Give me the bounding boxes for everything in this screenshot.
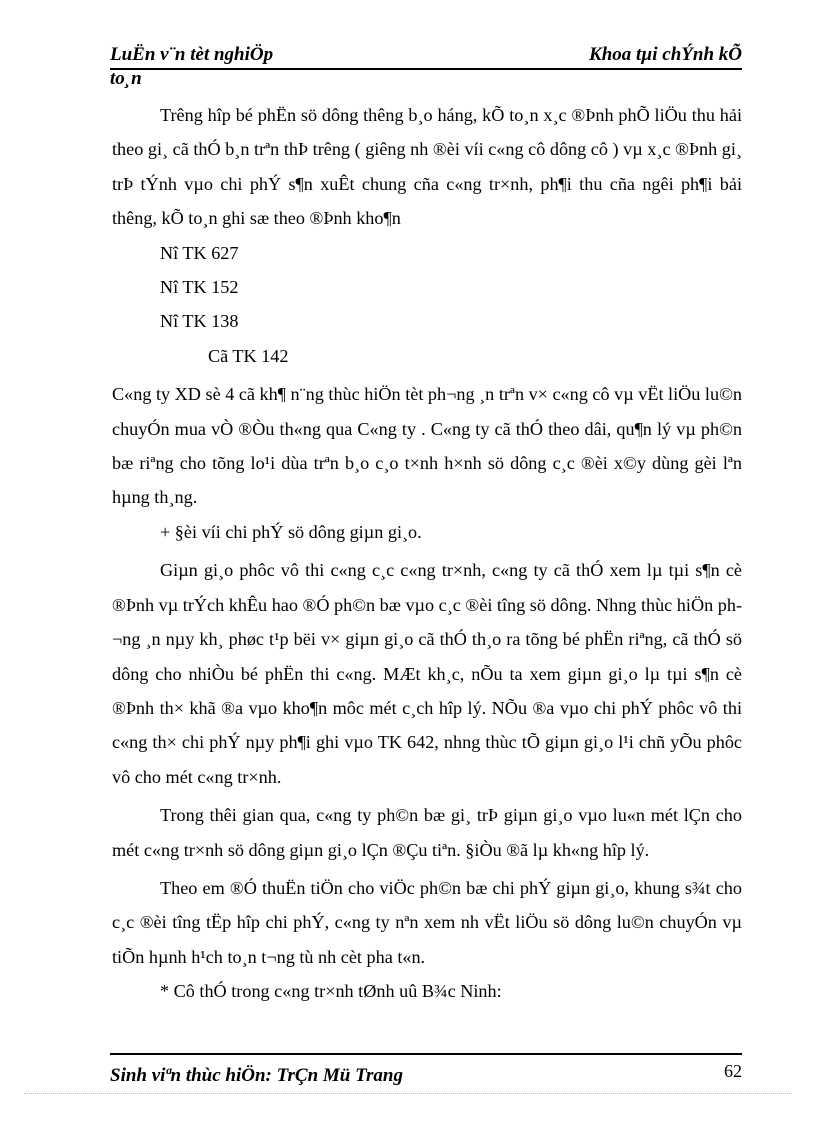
page-number: 62 xyxy=(724,1061,742,1081)
footer-author: Sinh viªn thùc hiÖn: TrÇn Mü Trang xyxy=(110,1065,403,1086)
paragraph-company-capability: C«ng ty XD sè 4 cã kh¶ n¨ng thùc hiÖn tèt ph¬ng ¸n trªn v× c«ng cô vµ vËt liÖu lu©n chuyÓn mua vÒ ®Òu th«ng qua C«ng ty . C«ng ty cã thÓ theo dâi, qu¶n lý vµ ph©n bæ riªng cho tõng lo¹i dùa trªn b¸o c¸o t×nh h×nh sö dông c¸c ®èi x©y dùng gèi lªn hµng th¸ng. xyxy=(112,384,742,508)
paragraph-bac-ninh-project: * Cô thÓ trong c«ng tr×nh tØnh uû B¾c Ninh: xyxy=(160,981,502,1002)
paragraph-recommendation: Theo em ®Ó thuËn tiÖn cho viÖc ph©n bæ chi phÝ giµn gi¸o, khung s¾t cho c¸c ®èi tîng tËp hîp chi phÝ, c«ng ty nªn xem nh vËt liÖu sö dông lu©n chuyÓn vµ tiÕn hµnh h¹ch to¸n t¬ng tù nh cèt pha t«n. xyxy=(112,877,742,967)
entry-credit-142: Cã TK 142 xyxy=(208,345,289,366)
header-faculty: Khoa tµi chÝnh kÕ xyxy=(589,44,742,65)
page-bottom-divider xyxy=(24,1093,792,1094)
paragraph-current-allocation: Trong thêi gian qua, c«ng ty ph©n bæ gi¸ trÞ giµn gi¸o vµo lu«n mét lÇn cho mét c«ng tr×nh sö dông giµn gi¸o lÇn ®Çu tiªn. §iÒu ®ã lµ kh«ng hîp lý. xyxy=(112,805,742,860)
entry-debit-627: Nî TK 627 xyxy=(160,242,239,263)
page-header xyxy=(110,42,742,70)
header-faculty-continuation: to¸n xyxy=(110,68,142,89)
paragraph-scrap-recovery: Trêng hîp bé phËn sö dông thêng b¸o háng, kÕ to¸n x¸c ®Þnh phÕ liÖu thu hải theo gi¸ cã thÓ b¸n trªn thÞ trêng ( giêng nh ®èi víi c«ng cô dông cô ) vµ x¸c ®Þnh gi¸ trÞ tÝnh vµo chi phÝ s¶n xuÊt chung cña c«ng tr×nh, ph¶i thu cña ngêi ph¶i bải thêng, kÕ to¸n ghi sæ theo ®Þnh kho¶n xyxy=(112,105,742,229)
entry-debit-152: Nî TK 152 xyxy=(160,277,239,298)
page-footer xyxy=(110,1053,742,1086)
paragraph-scaffolding-heading: + §èi víi chi phÝ sö dông giµn gi¸o. xyxy=(160,521,422,542)
entry-debit-138: Nî TK 138 xyxy=(160,311,239,332)
page-body xyxy=(112,98,742,1009)
paragraph-scaffolding-discussion: Giµn gi¸o phôc vô thi c«ng c¸c c«ng tr×nh, c«ng ty cã thÓ xem lµ tµi s¶n cè ®Þnh vµ trÝch khÊu hao ®Ó ph©n bæ vµo c¸c ®èi tîng sö dông. Nhng thùc hiÖn ph¬ng ¸n nµy kh¸ phøc t¹p bëi v× giµn gi¸o cã thÓ th¸o ra tõng bé phËn riªng, cã thÓ sö dông cho nhiÒu bé phËn thi c«ng. MÆt kh¸c, nÕu ta xem giµn gi¸o lµ tµi s¶n cè ®Þnh th× khã ®a vµo kho¶n môc mét c¸ch hîp lý. NÕu ®a vµo chi phÝ phôc vô thi c«ng th× chi phÝ nµy ph¶i ghi vµo TK 642, nhng thùc tÕ giµn gi¸o l¹i chñ yÕu phôc vô cho mét c«ng tr×nh. xyxy=(112,560,742,787)
header-thesis-title: LuËn v¨n tèt nghiÖp xyxy=(110,44,274,65)
